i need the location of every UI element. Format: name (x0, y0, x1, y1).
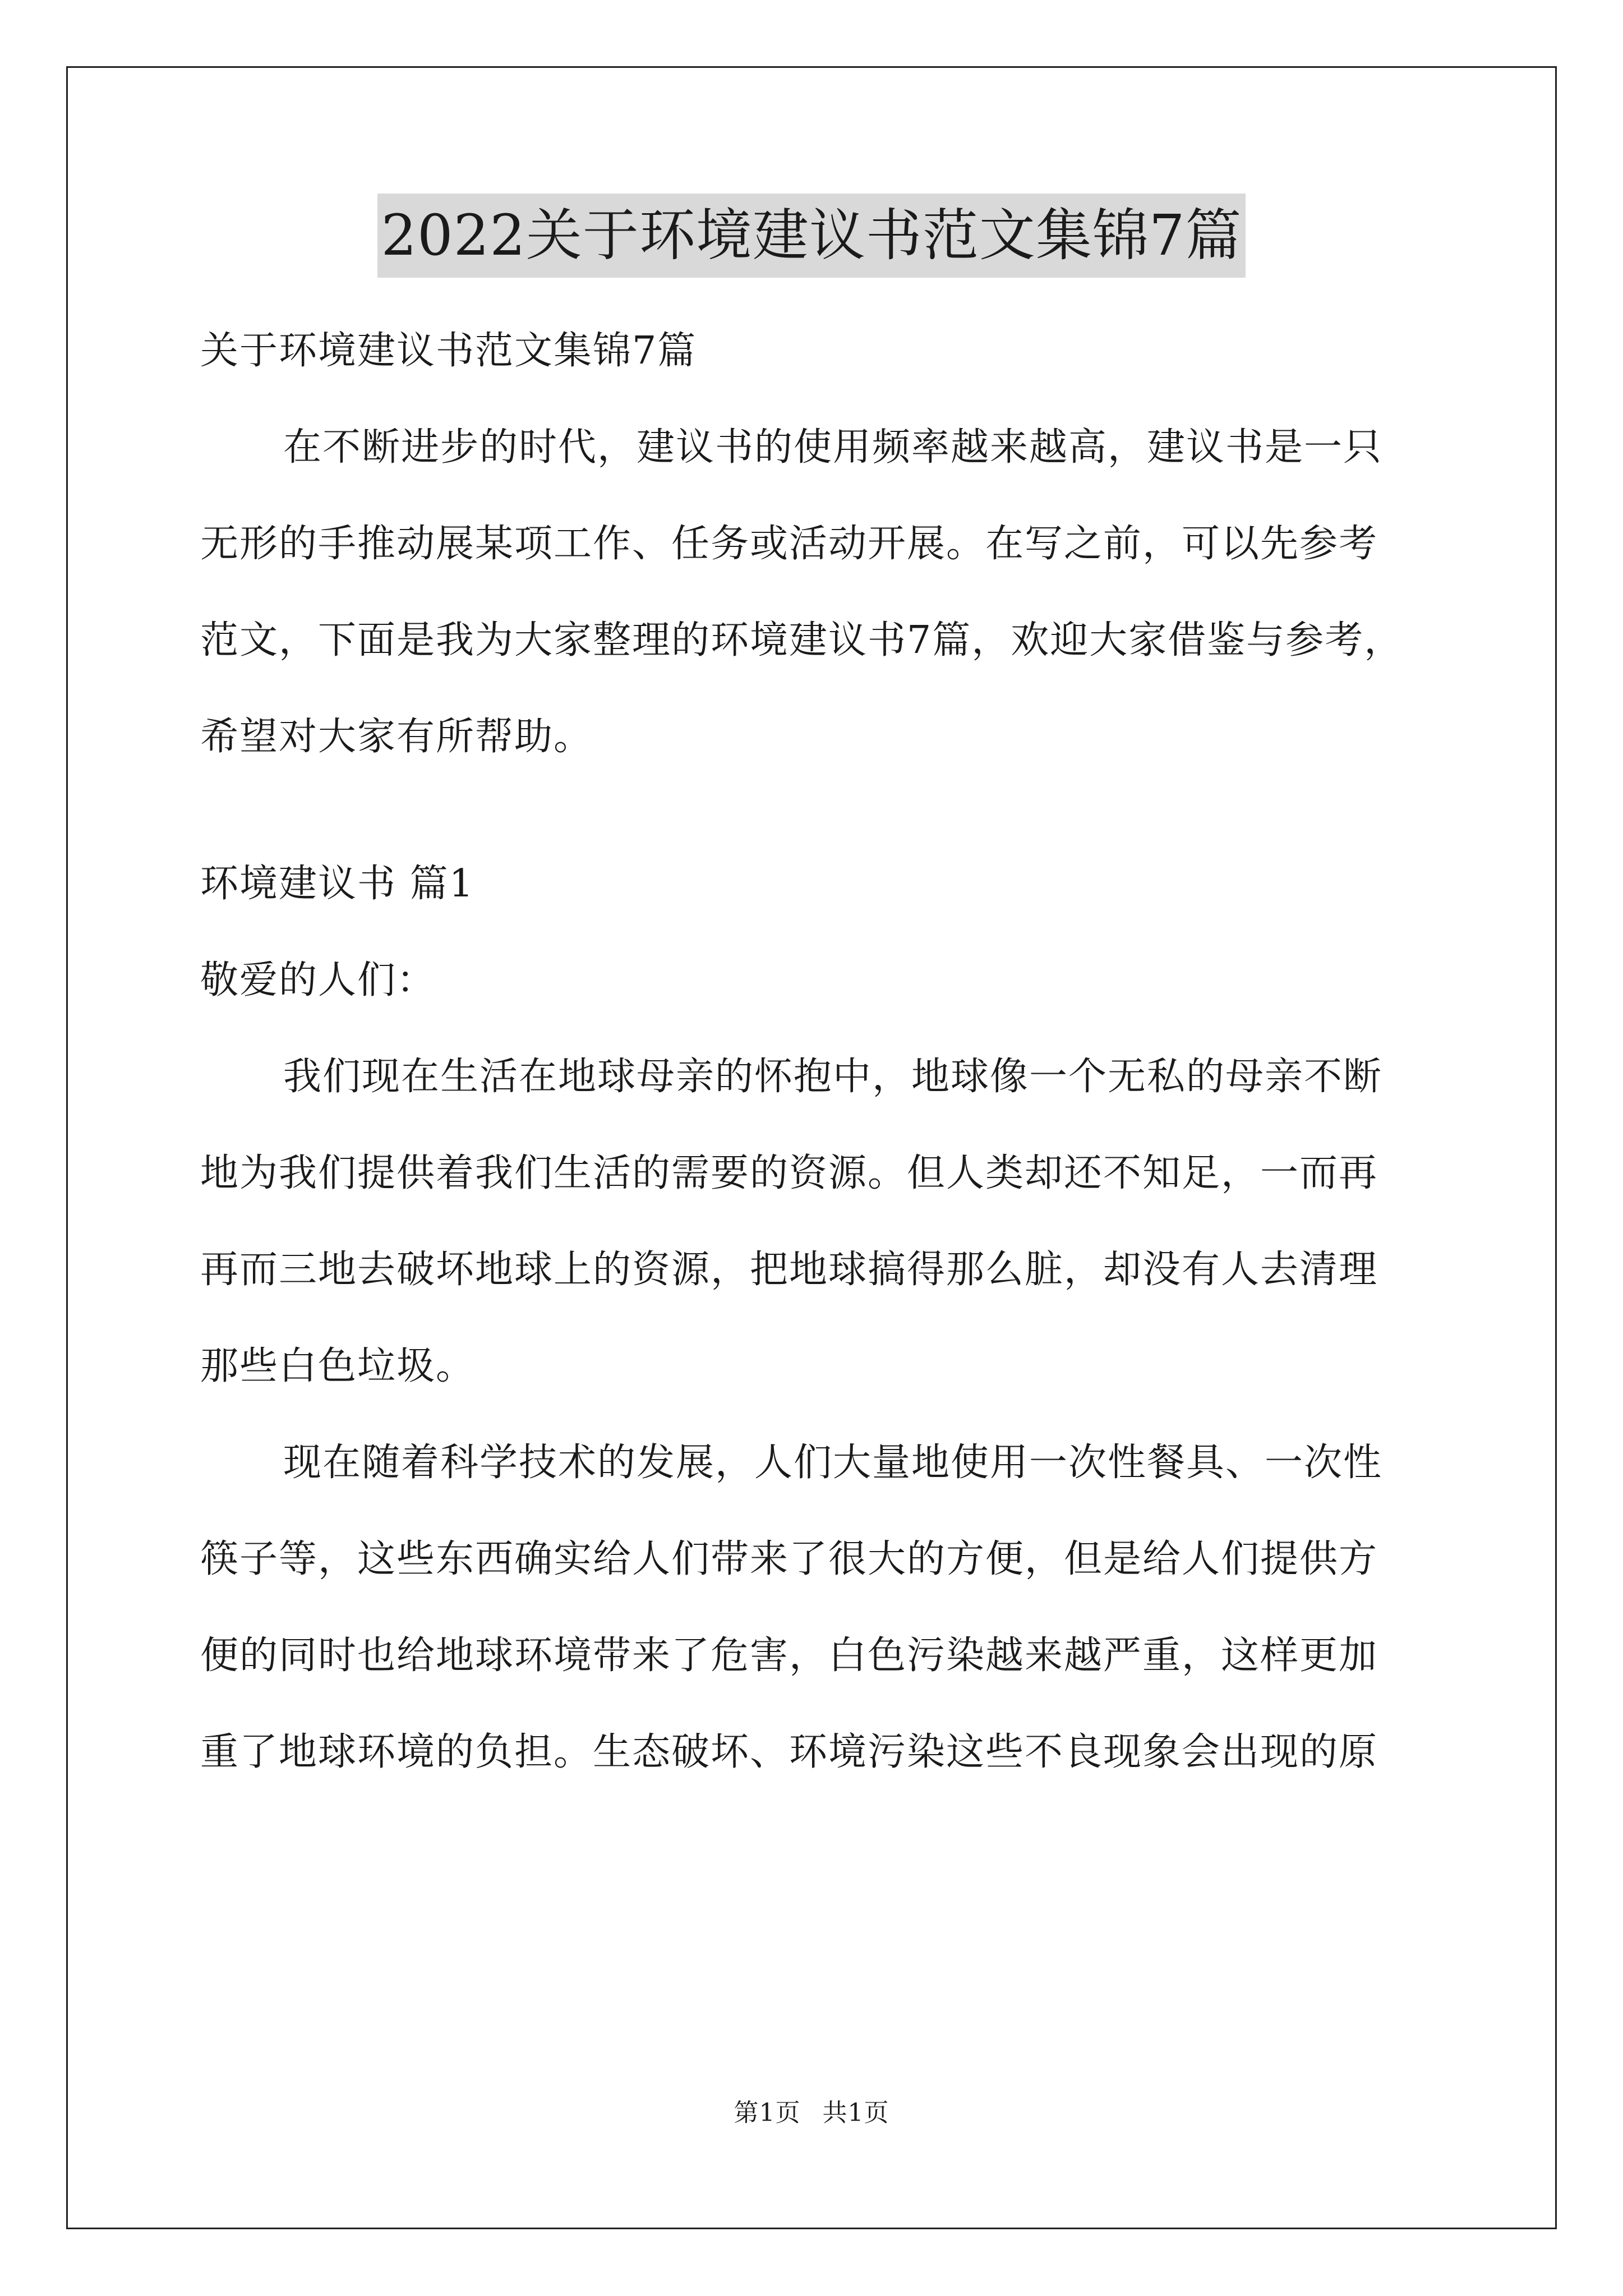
intro-line: 范文，下面是我为大家整理的环境建议书7篇，欢迎大家借鉴与参考， (200, 618, 1404, 662)
document-subtitle: 关于环境建议书范文集锦7篇 (200, 329, 697, 373)
paragraph-line: 再而三地去破坏地球上的资源，把地球搞得那么脏，却没有人去清理 (200, 1248, 1378, 1292)
page-number-current: 第1页 (734, 2099, 801, 2127)
paragraph-line: 现在随着科学技术的发展，人们大量地使用一次性餐具、一次性 (283, 1441, 1383, 1485)
page-footer (0, 2092, 1623, 2128)
paragraph-line: 那些白色垃圾。 (200, 1344, 476, 1388)
paragraph-line: 筷子等，这些东西确实给人们带来了很大的方便，但是给人们提供方 (200, 1537, 1378, 1581)
document-title: 2022关于环境建议书范文集锦7篇 (377, 194, 1245, 278)
paragraph-line: 重了地球环境的负担。生态破坏、环境污染这些不良现象会出现的原 (200, 1730, 1378, 1774)
salutation: 敬爱的人们： (200, 958, 436, 1002)
document-body (200, 303, 1434, 1801)
title-container (0, 194, 1623, 278)
section-heading: 环境建议书 篇1 (200, 862, 474, 906)
intro-line: 希望对大家有所帮助。 (200, 715, 593, 759)
intro-line: 无形的手推动展某项工作、任务或活动开展。在写之前，可以先参考 (200, 522, 1378, 566)
paragraph-line: 地为我们提供着我们生活的需要的资源。但人类却还不知足，一而再 (200, 1151, 1378, 1195)
page-number-total: 共1页 (822, 2099, 889, 2127)
intro-line: 在不断进步的时代，建议书的使用频率越来越高，建议书是一只 (283, 425, 1383, 470)
paragraph-line: 便的同时也给地球环境带来了危害，白色污染越来越严重，这样更加 (200, 1634, 1378, 1678)
paragraph-line: 我们现在生活在地球母亲的怀抱中，地球像一个无私的母亲不断 (283, 1055, 1383, 1099)
